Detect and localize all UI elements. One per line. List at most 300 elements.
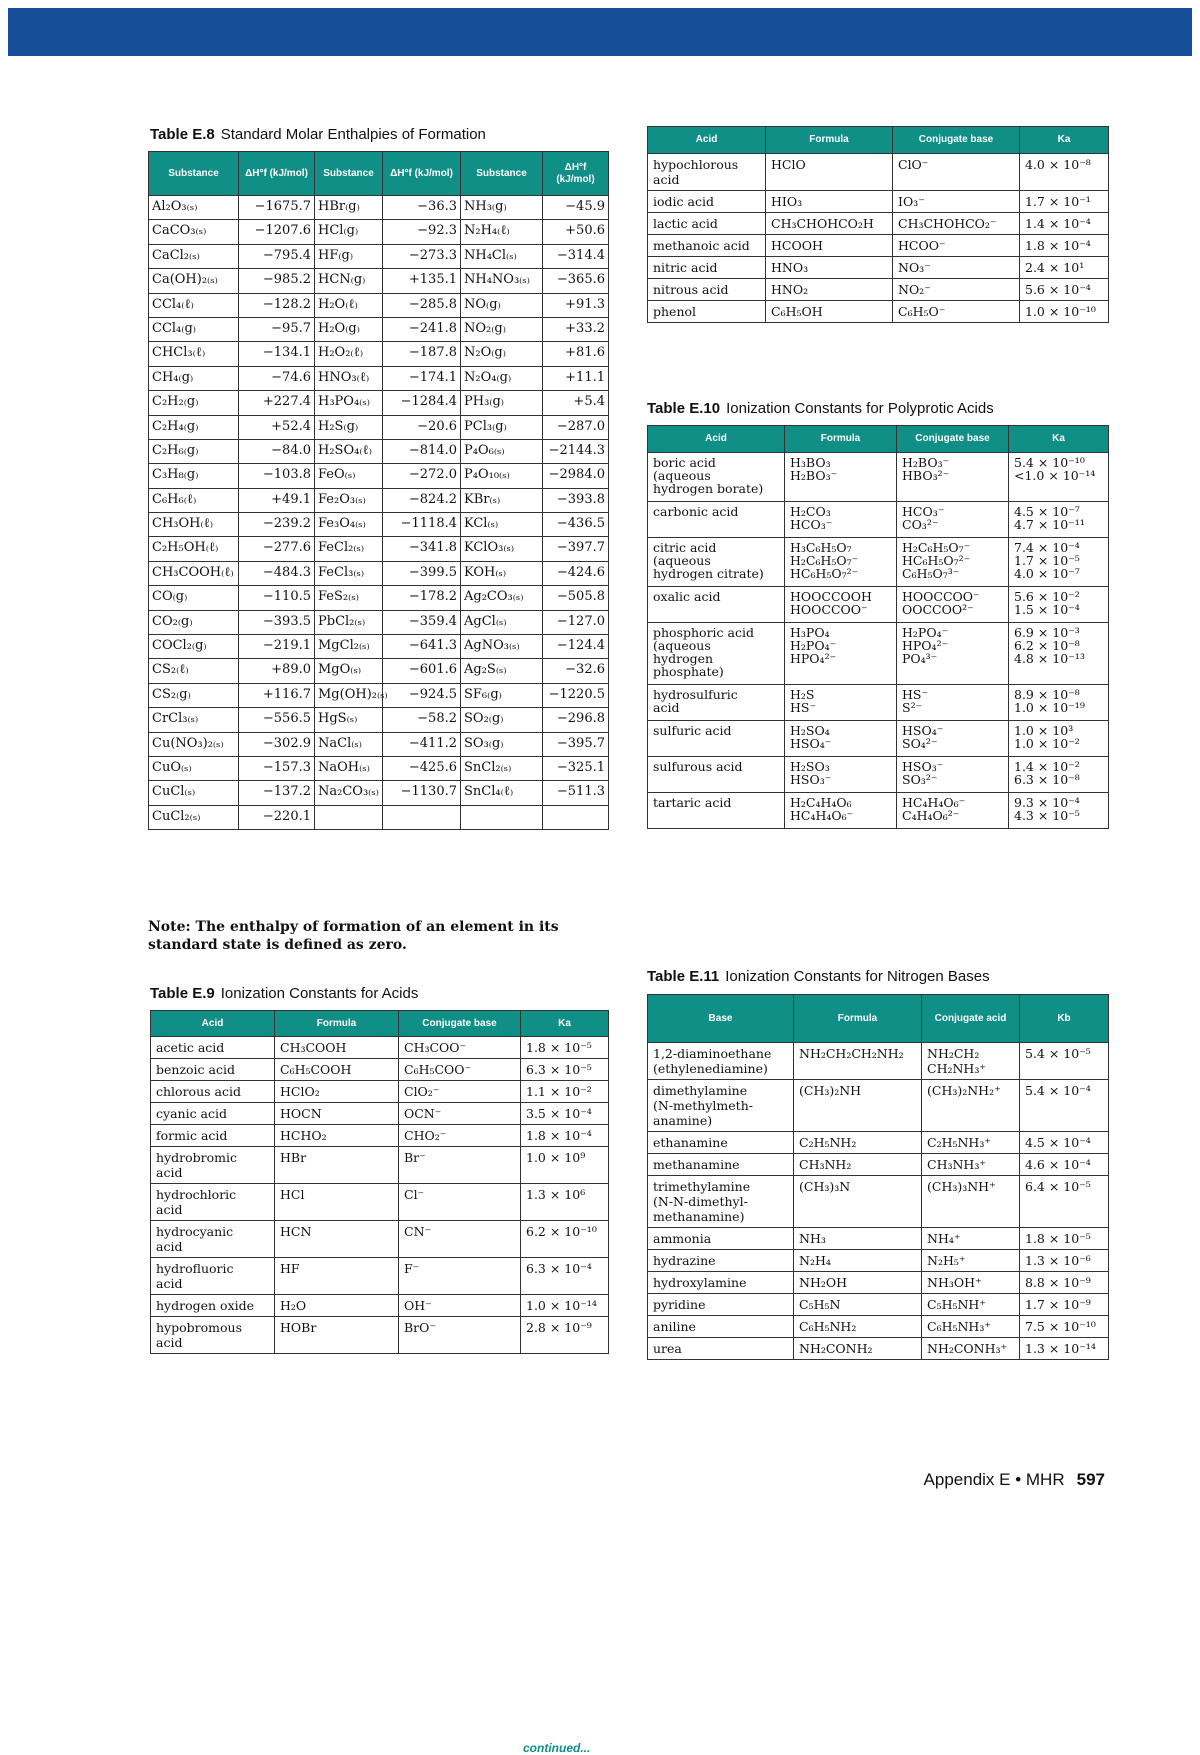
base-cell: 8.8 × 10⁻⁹: [1020, 1272, 1109, 1294]
acid-cont-cell: 2.4 × 10¹: [1020, 257, 1109, 279]
enthalpy-cell: −74.6: [239, 366, 315, 390]
table-row: [151, 1103, 609, 1125]
table-row: [151, 1258, 609, 1295]
enthalpy-cell: −314.4: [543, 244, 609, 268]
polyprotic-cell: H₂CO₃ HCO₃⁻: [785, 502, 897, 538]
enthalpy-cell: Ag₂S₍ₛ₎: [461, 659, 543, 683]
table-row: [149, 610, 609, 634]
enthalpy-cell: H₂SO₄₍ℓ₎: [315, 439, 383, 463]
acid-cell: hydrocyanic acid: [151, 1221, 275, 1258]
enthalpy-cell: −178.2: [383, 586, 461, 610]
polyprotic-cell: 5.4 × 10⁻¹⁰ <1.0 × 10⁻¹⁴: [1009, 453, 1109, 502]
table-row: [151, 1184, 609, 1221]
acid-cont-cell: NO₃⁻: [893, 257, 1020, 279]
enthalpy-cell: −137.2: [239, 781, 315, 805]
table-row: [648, 257, 1109, 279]
acid-cont-cell: CH₃CHOHCO₂⁻: [893, 213, 1020, 235]
acid-cell: formic acid: [151, 1125, 275, 1147]
enthalpy-cell: −393.8: [543, 488, 609, 512]
acid-cell: hydrobromic acid: [151, 1147, 275, 1184]
table-row: [648, 1176, 1109, 1228]
acid-cell: OCN⁻: [399, 1103, 521, 1125]
enthalpy-cell: KClO₃₍ₛ₎: [461, 537, 543, 561]
enthalpy-cell: H₂S₍g₎: [315, 415, 383, 439]
table-row: [648, 235, 1109, 257]
enthalpy-cell: −436.5: [543, 513, 609, 537]
acid-cell: 6.3 × 10⁻⁴: [521, 1258, 609, 1295]
table-row: [151, 1317, 609, 1354]
enthalpy-cell: +50.6: [543, 220, 609, 244]
table-row: [648, 213, 1109, 235]
acid-cell: 1.8 × 10⁻⁴: [521, 1125, 609, 1147]
acid-cell: CHO₂⁻: [399, 1125, 521, 1147]
table-row: [648, 538, 1109, 587]
acid-cell: CH₃COO⁻: [399, 1037, 521, 1059]
enthalpy-cell: −425.6: [383, 756, 461, 780]
base-cell: NH₃: [794, 1228, 922, 1250]
enthalpy-cell: CS₂₍ℓ₎: [149, 659, 239, 683]
table-row: [149, 488, 609, 512]
acid-cell: 1.1 × 10⁻²: [521, 1081, 609, 1103]
enthalpy-cell: −58.2: [383, 708, 461, 732]
polyprotic-cell: H₃C₆H₅O₇ H₂C₆H₅O₇⁻ HC₆H₅O₇²⁻: [785, 538, 897, 587]
acid-cont-cell: 1.4 × 10⁻⁴: [1020, 213, 1109, 235]
polyprotic-cell: carbonic acid: [648, 502, 785, 538]
enthalpy-cell: −277.6: [239, 537, 315, 561]
enthalpy-cell: CuCl₍ₛ₎: [149, 781, 239, 805]
polyprotic-cell: hydrosulfuric acid: [648, 685, 785, 721]
acid-cell: HOCN: [275, 1103, 399, 1125]
base-cell: NH₂CONH₃⁺: [922, 1338, 1020, 1360]
enthalpy-cell: −36.3: [383, 196, 461, 220]
table-row: [648, 1338, 1109, 1360]
polyprotic-cell: 8.9 × 10⁻⁸ 1.0 × 10⁻¹⁹: [1009, 685, 1109, 721]
enthalpy-cell: −2984.0: [543, 464, 609, 488]
enthalpy-cell: −393.5: [239, 610, 315, 634]
acid-cell: Br⁻: [399, 1147, 521, 1184]
enthalpy-cell: C₂H₂₍g₎: [149, 391, 239, 415]
enthalpy-cell: HF₍g₎: [315, 244, 383, 268]
base-cell: C₆H₅NH₃⁺: [922, 1316, 1020, 1338]
enthalpy-cell: PH₃₍g₎: [461, 391, 543, 415]
enthalpy-cell: SO₂₍g₎: [461, 708, 543, 732]
base-cell: C₂H₅NH₃⁺: [922, 1132, 1020, 1154]
base-cell: 1,2-diaminoethane (ethylenediamine): [648, 1043, 794, 1080]
base-cell: N₂H₄: [794, 1250, 922, 1272]
table-row: [149, 244, 609, 268]
enthalpy-cell: −92.3: [383, 220, 461, 244]
enthalpy-cell: −505.8: [543, 586, 609, 610]
enthalpy-cell: KBr₍ₛ₎: [461, 488, 543, 512]
enthalpy-cell: NaOH₍ₛ₎: [315, 756, 383, 780]
enthalpy-cell: −45.9: [543, 196, 609, 220]
enthalpy-header-0: Substance: [149, 152, 239, 196]
table-row: [149, 537, 609, 561]
polyprotic-cell: H₂SO₃ HSO₃⁻: [785, 757, 897, 793]
base-cell: hydrazine: [648, 1250, 794, 1272]
polyprotic-header-1: Formula: [785, 426, 897, 453]
acid-cell: cyanic acid: [151, 1103, 275, 1125]
enthalpy-cell: −2144.3: [543, 439, 609, 463]
table-row: [149, 196, 609, 220]
enthalpy-cell: NH₄Cl₍ₛ₎: [461, 244, 543, 268]
acid-cell: hydrogen oxide: [151, 1295, 275, 1317]
acid-cell: 1.0 × 10⁻¹⁴: [521, 1295, 609, 1317]
table-row: [149, 635, 609, 659]
table-row: [149, 293, 609, 317]
table-row: [648, 793, 1109, 829]
enthalpy-cell: CH₄₍g₎: [149, 366, 239, 390]
base-cell: (CH₃)₂NH₂⁺: [922, 1080, 1020, 1132]
table-row: [648, 502, 1109, 538]
enthalpy-cell: FeCl₂₍ₛ₎: [315, 537, 383, 561]
acid-cont-cell: 5.6 × 10⁻⁴: [1020, 279, 1109, 301]
enthalpy-table: [148, 151, 609, 830]
enthalpy-cell: Fe₃O₄₍ₛ₎: [315, 513, 383, 537]
acid-cont-cell: HIO₃: [766, 191, 893, 213]
base-header-2: Conjugate acid: [922, 995, 1020, 1043]
polyprotic-cell: 5.6 × 10⁻² 1.5 × 10⁻⁴: [1009, 587, 1109, 623]
enthalpy-cell: −32.6: [543, 659, 609, 683]
enthalpy-cell: −219.1: [239, 635, 315, 659]
enthalpy-cell: −285.8: [383, 293, 461, 317]
base-cell: NH₂CONH₂: [794, 1338, 922, 1360]
acid-cont-cell: iodic acid: [648, 191, 766, 213]
base-cell: (CH₃)₃N: [794, 1176, 922, 1228]
base-cell: C₂H₅NH₂: [794, 1132, 922, 1154]
acid-cell: H₂O: [275, 1295, 399, 1317]
base-cell: C₆H₅NH₂: [794, 1316, 922, 1338]
enthalpy-cell: NH₃₍g₎: [461, 196, 543, 220]
polyprotic-cell: HCO₃⁻ CO₃²⁻: [897, 502, 1009, 538]
footer-text: Appendix E • MHR: [923, 1470, 1065, 1489]
enthalpy-cell: −1118.4: [383, 513, 461, 537]
enthalpy-cell: SO₃₍g₎: [461, 732, 543, 756]
base-cell: dimethylamine (N-methylmeth- anamine): [648, 1080, 794, 1132]
enthalpy-cell: C₂H₅OH₍ℓ₎: [149, 537, 239, 561]
polyprotic-cell: tartaric acid: [648, 793, 785, 829]
base-cell: aniline: [648, 1316, 794, 1338]
table-row: [648, 1294, 1109, 1316]
acid-cont-cell: nitrous acid: [648, 279, 766, 301]
acid-cont-cell: C₆H₅OH: [766, 301, 893, 323]
table-row: [151, 1295, 609, 1317]
base-cell: trimethylamine (N-N-dimethyl- methanamine): [648, 1176, 794, 1228]
table-row: [648, 1043, 1109, 1080]
enthalpy-cell: −395.7: [543, 732, 609, 756]
table-row: [648, 685, 1109, 721]
enthalpy-cell: MgO₍ₛ₎: [315, 659, 383, 683]
enthalpy-cell: −341.8: [383, 537, 461, 561]
table-e9-title: Table E.9 Ionization Constants for Acids: [150, 985, 419, 1002]
enthalpy-cell: Mg(OH)₂₍ₛ₎: [315, 683, 383, 707]
enthalpy-cell: HCl₍g₎: [315, 220, 383, 244]
enthalpy-cell: [383, 805, 461, 829]
table-row: [151, 1037, 609, 1059]
enthalpy-header-2: Substance: [315, 152, 383, 196]
enthalpy-cell: Al₂O₃₍ₛ₎: [149, 196, 239, 220]
table-e11-title: Table E.11 Ionization Constants for Nitrogen Bases: [647, 968, 990, 985]
enthalpy-cell: N₂O₍g₎: [461, 342, 543, 366]
enthalpy-cell: N₂H₄₍ℓ₎: [461, 220, 543, 244]
table-row: [648, 757, 1109, 793]
enthalpy-cell: PCl₃₍g₎: [461, 415, 543, 439]
polyprotic-cell: H₂C₆H₅O₇⁻ HC₆H₅O₇²⁻ C₆H₅O₇³⁻: [897, 538, 1009, 587]
enthalpy-cell: −424.6: [543, 561, 609, 585]
table-row: [648, 453, 1109, 502]
polyprotic-header-0: Acid: [648, 426, 785, 453]
enthalpy-note: Note: The enthalpy of formation of an element in its standard state is defined as zero.: [148, 919, 559, 953]
polyprotic-cell: 1.4 × 10⁻² 6.3 × 10⁻⁸: [1009, 757, 1109, 793]
enthalpy-cell: +52.4: [239, 415, 315, 439]
table-row: [151, 1059, 609, 1081]
table-row: [648, 623, 1109, 685]
enthalpy-cell: HgS₍ₛ₎: [315, 708, 383, 732]
acid-cell: HBr: [275, 1147, 399, 1184]
enthalpy-cell: +116.7: [239, 683, 315, 707]
enthalpy-cell: −556.5: [239, 708, 315, 732]
table-row: [648, 1154, 1109, 1176]
base-cell: urea: [648, 1338, 794, 1360]
enthalpy-cell: −397.7: [543, 537, 609, 561]
enthalpy-cell: [315, 805, 383, 829]
continued-label: continued...: [523, 1741, 591, 1755]
base-cell: pyridine: [648, 1294, 794, 1316]
page-number: 597: [1076, 1470, 1105, 1489]
acid-ionization-table-continued: [647, 126, 1109, 323]
table-row: [149, 220, 609, 244]
acid-cont-header-0: Acid: [648, 127, 766, 154]
polyprotic-cell: sulfurous acid: [648, 757, 785, 793]
acid-cell: hydrofluoric acid: [151, 1258, 275, 1295]
enthalpy-cell: SF₆₍g₎: [461, 683, 543, 707]
base-cell: 4.6 × 10⁻⁴: [1020, 1154, 1109, 1176]
enthalpy-cell: −84.0: [239, 439, 315, 463]
enthalpy-cell: P₄O₆₍ₛ₎: [461, 439, 543, 463]
base-cell: NH₄⁺: [922, 1228, 1020, 1250]
enthalpy-cell: NO₂₍g₎: [461, 317, 543, 341]
base-cell: 1.3 × 10⁻¹⁴: [1020, 1338, 1109, 1360]
table-row: [149, 586, 609, 610]
enthalpy-cell: CaCl₂₍ₛ₎: [149, 244, 239, 268]
base-cell: methanamine: [648, 1154, 794, 1176]
enthalpy-cell: −601.6: [383, 659, 461, 683]
table-e10-title: Table E.10 Ionization Constants for Polyprotic Acids: [647, 400, 994, 417]
base-cell: (CH₃)₃NH⁺: [922, 1176, 1020, 1228]
table-row: [648, 1228, 1109, 1250]
enthalpy-cell: H₂O₍g₎: [315, 317, 383, 341]
acid-cont-cell: HNO₂: [766, 279, 893, 301]
table-row: [648, 1080, 1109, 1132]
table-e8-title: Table E.8 Standard Molar Enthalpies of Formation: [150, 126, 486, 143]
enthalpy-cell: H₂O₍ℓ₎: [315, 293, 383, 317]
enthalpy-cell: −511.3: [543, 781, 609, 805]
base-cell: ammonia: [648, 1228, 794, 1250]
table-row: [151, 1125, 609, 1147]
page-footer: [924, 1470, 1105, 1490]
acid-cell: hydrochloric acid: [151, 1184, 275, 1221]
acid-cont-cell: methanoic acid: [648, 235, 766, 257]
enthalpy-cell: +11.1: [543, 366, 609, 390]
acid-cell: C₆H₅COO⁻: [399, 1059, 521, 1081]
polyprotic-cell: H₂S HS⁻: [785, 685, 897, 721]
enthalpy-cell: CaCO₃₍ₛ₎: [149, 220, 239, 244]
acid-cont-cell: HNO₃: [766, 257, 893, 279]
acid-cell: HClO₂: [275, 1081, 399, 1103]
enthalpy-header-5: ΔH°f (kJ/mol): [543, 152, 609, 196]
acid-ionization-table: [150, 1010, 609, 1354]
table-row: [648, 301, 1109, 323]
acid-cont-cell: phenol: [648, 301, 766, 323]
enthalpy-cell: −174.1: [383, 366, 461, 390]
table-row: [648, 721, 1109, 757]
enthalpy-cell: Fe₂O₃₍ₛ₎: [315, 488, 383, 512]
acid-cell: hypobromous acid: [151, 1317, 275, 1354]
enthalpy-cell: [543, 805, 609, 829]
polyprotic-cell: oxalic acid: [648, 587, 785, 623]
acid-cell: 3.5 × 10⁻⁴: [521, 1103, 609, 1125]
enthalpy-cell: −287.0: [543, 415, 609, 439]
enthalpy-cell: AgCl₍ₛ₎: [461, 610, 543, 634]
polyprotic-cell: sulfuric acid: [648, 721, 785, 757]
acid-cont-cell: IO₃⁻: [893, 191, 1020, 213]
polyprotic-cell: H₃BO₃ H₂BO₃⁻: [785, 453, 897, 502]
enthalpy-cell: HBr₍g₎: [315, 196, 383, 220]
polyprotic-cell: HSO₃⁻ SO₃²⁻: [897, 757, 1009, 793]
polyprotic-cell: HS⁻ S²⁻: [897, 685, 1009, 721]
enthalpy-cell: FeCl₃₍ₛ₎: [315, 561, 383, 585]
enthalpy-cell: −272.0: [383, 464, 461, 488]
enthalpy-cell: +33.2: [543, 317, 609, 341]
base-header-0: Base: [648, 995, 794, 1043]
acid-cont-cell: CH₃CHOHCO₂H: [766, 213, 893, 235]
enthalpy-cell: SnCl₄₍ℓ₎: [461, 781, 543, 805]
polyprotic-cell: 6.9 × 10⁻³ 6.2 × 10⁻⁸ 4.8 × 10⁻¹³: [1009, 623, 1109, 685]
enthalpy-cell: +135.1: [383, 269, 461, 293]
enthalpy-cell: −273.3: [383, 244, 461, 268]
table-row: [149, 513, 609, 537]
acid-cont-header-3: Ka: [1020, 127, 1109, 154]
acid-cell: Cl⁻: [399, 1184, 521, 1221]
enthalpy-cell: CH₃COOH₍ℓ₎: [149, 561, 239, 585]
enthalpy-cell: −134.1: [239, 342, 315, 366]
enthalpy-cell: −128.2: [239, 293, 315, 317]
enthalpy-cell: CO₍g₎: [149, 586, 239, 610]
table-row: [149, 391, 609, 415]
acid-cont-cell: 1.7 × 10⁻¹: [1020, 191, 1109, 213]
enthalpy-cell: −484.3: [239, 561, 315, 585]
enthalpy-cell: −220.1: [239, 805, 315, 829]
acid-cell: HCl: [275, 1184, 399, 1221]
enthalpy-cell: H₂O₂₍ℓ₎: [315, 342, 383, 366]
polyprotic-cell: H₃PO₄ H₂PO₄⁻ HPO₄²⁻: [785, 623, 897, 685]
base-cell: 6.4 × 10⁻⁵: [1020, 1176, 1109, 1228]
acid-cell: HCN: [275, 1221, 399, 1258]
acid-cell: 2.8 × 10⁻⁹: [521, 1317, 609, 1354]
acid-cell: 1.3 × 10⁶: [521, 1184, 609, 1221]
enthalpy-cell: COCl₂₍g₎: [149, 635, 239, 659]
base-header-1: Formula: [794, 995, 922, 1043]
table-row: [149, 439, 609, 463]
table-row: [648, 1272, 1109, 1294]
acid-cell: 6.3 × 10⁻⁵: [521, 1059, 609, 1081]
acid-cont-cell: nitric acid: [648, 257, 766, 279]
enthalpy-cell: CCl₄₍ℓ₎: [149, 293, 239, 317]
base-header-3: Kb: [1020, 995, 1109, 1043]
acid-header-2: Conjugate base: [399, 1011, 521, 1037]
base-cell: 7.5 × 10⁻¹⁰: [1020, 1316, 1109, 1338]
enthalpy-cell: C₂H₆₍g₎: [149, 439, 239, 463]
acid-cell: F⁻: [399, 1258, 521, 1295]
enthalpy-header-3: ΔH°f (kJ/mol): [383, 152, 461, 196]
enthalpy-cell: KCl₍ₛ₎: [461, 513, 543, 537]
table-row: [149, 756, 609, 780]
enthalpy-cell: P₄O₁₀₍ₛ₎: [461, 464, 543, 488]
polyprotic-cell: H₂C₄H₄O₆ HC₄H₄O₆⁻: [785, 793, 897, 829]
polyprotic-cell: HC₄H₄O₆⁻ C₄H₄O₆²⁻: [897, 793, 1009, 829]
enthalpy-cell: Na₂CO₃₍ₛ₎: [315, 781, 383, 805]
acid-cell: 6.2 × 10⁻¹⁰: [521, 1221, 609, 1258]
acid-cell: chlorous acid: [151, 1081, 275, 1103]
base-cell: 1.3 × 10⁻⁶: [1020, 1250, 1109, 1272]
enthalpy-cell: +91.3: [543, 293, 609, 317]
enthalpy-cell: +227.4: [239, 391, 315, 415]
enthalpy-cell: FeO₍ₛ₎: [315, 464, 383, 488]
base-cell: CH₃NH₃⁺: [922, 1154, 1020, 1176]
acid-cell: HCHO₂: [275, 1125, 399, 1147]
table-row: [648, 587, 1109, 623]
acid-cont-cell: NO₂⁻: [893, 279, 1020, 301]
base-cell: N₂H₅⁺: [922, 1250, 1020, 1272]
top-banner: [8, 8, 1192, 56]
acid-cont-header-1: Formula: [766, 127, 893, 154]
polyprotic-cell: phosphoric acid (aqueous hydrogen phosphate): [648, 623, 785, 685]
base-cell: 1.8 × 10⁻⁵: [1020, 1228, 1109, 1250]
enthalpy-cell: PbCl₂₍ₛ₎: [315, 610, 383, 634]
enthalpy-cell: CS₂₍g₎: [149, 683, 239, 707]
enthalpy-cell: −399.5: [383, 561, 461, 585]
enthalpy-cell: C₃H₈₍g₎: [149, 464, 239, 488]
enthalpy-cell: −1130.7: [383, 781, 461, 805]
enthalpy-cell: −365.6: [543, 269, 609, 293]
enthalpy-cell: −641.3: [383, 635, 461, 659]
enthalpy-cell: MgCl₂₍ₛ₎: [315, 635, 383, 659]
base-cell: C₅H₅N: [794, 1294, 922, 1316]
table-row: [149, 317, 609, 341]
acid-cell: OH⁻: [399, 1295, 521, 1317]
enthalpy-cell: NO₍g₎: [461, 293, 543, 317]
enthalpy-cell: −296.8: [543, 708, 609, 732]
enthalpy-cell: −924.5: [383, 683, 461, 707]
enthalpy-cell: HNO₃₍ℓ₎: [315, 366, 383, 390]
table-row: [149, 415, 609, 439]
acid-cont-cell: 4.0 × 10⁻⁸: [1020, 154, 1109, 191]
acid-header-0: Acid: [151, 1011, 275, 1037]
enthalpy-header-4: Substance: [461, 152, 543, 196]
polyprotic-header-2: Conjugate base: [897, 426, 1009, 453]
polyprotic-cell: HOOCCOO⁻ OOCCOO²⁻: [897, 587, 1009, 623]
enthalpy-cell: −325.1: [543, 756, 609, 780]
polyprotic-cell: boric acid (aqueous hydrogen borate): [648, 453, 785, 502]
enthalpy-cell: Ca(OH)₂₍ₛ₎: [149, 269, 239, 293]
base-cell: 5.4 × 10⁻⁴: [1020, 1080, 1109, 1132]
enthalpy-cell: −110.5: [239, 586, 315, 610]
table-row: [149, 683, 609, 707]
acid-cell: BrO⁻: [399, 1317, 521, 1354]
enthalpy-cell: C₂H₄₍g₎: [149, 415, 239, 439]
enthalpy-cell: CuO₍ₛ₎: [149, 756, 239, 780]
base-cell: 5.4 × 10⁻⁵: [1020, 1043, 1109, 1080]
